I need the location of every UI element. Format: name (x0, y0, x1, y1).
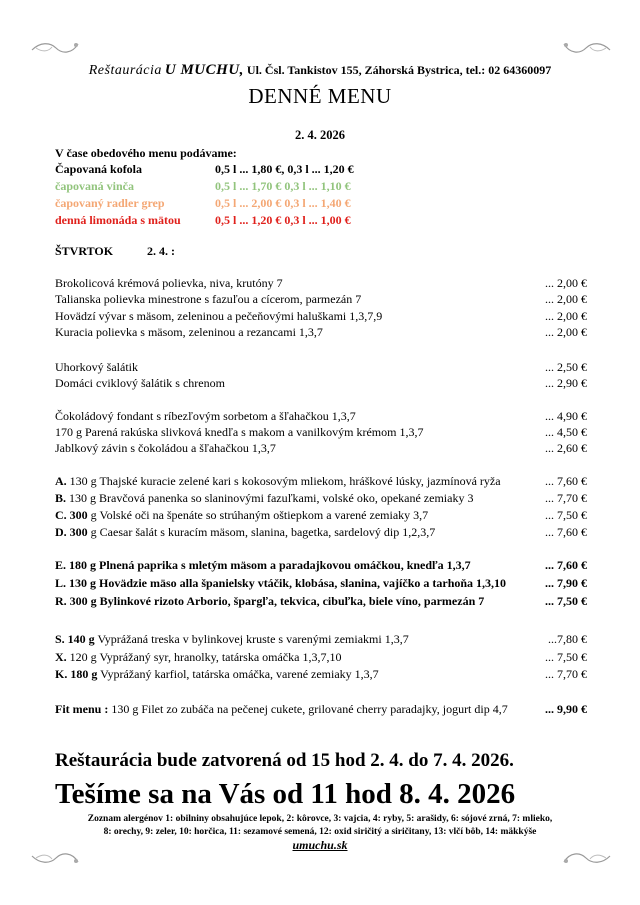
dish-text: Talianska polievka minestrone s fazuľou a cícerom, parmezán 7 (55, 292, 362, 306)
day-heading (55, 244, 175, 259)
menu-row-main (55, 558, 587, 574)
dish-price: ... 7,60 € (545, 474, 587, 488)
scroll-ornament-icon (30, 38, 80, 56)
menu-row-dessert (55, 409, 587, 425)
dish-price: ... 7,50 € (545, 508, 587, 522)
menu-row-soup (55, 325, 587, 341)
dish-price: ... 7,50 € (545, 594, 587, 608)
drink-price: 0,5 l ... 2,00 € 0,3 l ... 1,40 € (215, 196, 351, 210)
dish-label: A. (55, 474, 67, 488)
dish-text: E. 180 g Plnená paprika s mletým mäsom a paradajkovou omáčkou, knedľa 1,3,7 (55, 558, 471, 572)
dish-text: g Caesar šalát s kuracím mäsom, slanina, bagetka, sardelový dip 1,2,3,7 (87, 525, 436, 539)
dish-price: ... 4,50 € (545, 425, 587, 439)
dish-text: R. 300 g Bylinkové rizoto Arborio, špargľa, tekvica, cibuľka, biele víno, parmezán 7 (55, 594, 485, 608)
dish-text: Hovädzí vývar s mäsom, zeleninou a pečeňovými haluškami 1,3,7,9 (55, 309, 383, 323)
dish-text: 170 g Parená rakúska slivková knedľa s makom a vanilkovým krémom 1,3,7 (55, 425, 424, 439)
scroll-ornament-icon (562, 38, 612, 56)
drinks-intro: V čase obedového menu podávame: (55, 146, 237, 160)
dish-price: ... 7,60 € (545, 558, 587, 572)
dish-price: ... 2,60 € (545, 441, 587, 455)
menu-row-dessert (55, 425, 587, 441)
dish-text: Brokolicová krémová polievka, niva, krutóny 7 (55, 276, 283, 290)
dish-text: 130 g Bravčová panenka so slaninovými fazuľkami, volské oko, opekané zemiaky 3 (66, 491, 474, 505)
allergen-list (60, 813, 580, 838)
drink-name: Čapovaná kofola (55, 162, 143, 176)
dish-price: ... 7,90 € (545, 576, 587, 590)
dish-text: Domáci cviklový šalátik s chrenom (55, 376, 225, 390)
dish-text: g Volské oči na špenáte so strúhaným oštiepkom a varené zemiaky 3,7 (87, 508, 429, 522)
drink-name: čapovaná vinča (55, 179, 135, 193)
menu-row-salad (55, 376, 587, 392)
drink-price: 0,5 l ... 1,80 €, 0,3 l ... 1,20 € (215, 162, 354, 176)
dish-label: K. 180 g (55, 667, 98, 681)
menu-row-dessert (55, 441, 587, 457)
drink-name: denná limonáda s mätou (55, 213, 181, 227)
dish-label: X. (55, 650, 67, 664)
dish-text: Kuracia polievka s mäsom, zeleninou a rezancami 1,3,7 (55, 325, 323, 339)
restaurant-word: Reštaurácia (88, 63, 162, 78)
dish-price: ... 4,90 € (545, 409, 587, 423)
dish-price: ...7,80 € (548, 632, 587, 646)
menu-row-main (55, 525, 587, 541)
menu-row-main (55, 474, 587, 490)
dish-label: S. 140 g (55, 632, 95, 646)
dish-label: C. 300 (55, 508, 88, 522)
drink-price: 0,5 l ... 1,70 € 0,3 l ... 1,10 € (215, 179, 351, 193)
drink-name: čapovaný radler grep (55, 196, 165, 210)
menu-row-soup (55, 292, 587, 308)
dish-price: ... 7,60 € (545, 525, 587, 539)
allergen-line: 8: orechy, 9: zeler, 10: horčica, 11: sezamové semená, 12: oxid siričitý a siričitany, 13: vlčí bôb, 14: mäkkýše (103, 826, 537, 837)
dish-price: ... 2,00 € (545, 292, 587, 306)
dish-price: ... 2,50 € (545, 360, 587, 374)
menu-row-main (55, 650, 587, 666)
day-name: ŠTVRTOK (55, 244, 114, 258)
menu-row-main (55, 491, 587, 507)
allergen-line: Zoznam alergénov 1: obilniny obsahujúce lepok, 2: kôrovce, 3: vajcia, 4: ryby, 5: arašidy, 6: sójové zrná, 7: mlieko, (87, 814, 553, 824)
welcome-notice: Tešíme sa na Vás od 11 hod 8. 4. 2026 (55, 778, 516, 810)
dish-price: ... 2,00 € (545, 309, 587, 323)
dish-text: Uhorkový šalátik (55, 360, 138, 374)
restaurant-address: Ul. Čsl. Tankistov 155, Záhorská Bystrica, tel.: 02 64360097 (246, 63, 552, 77)
dish-text: Jablkový závin s čokoládou a šľahačkou 1,3,7 (55, 441, 276, 455)
dish-label: D. 300 (55, 525, 88, 539)
menu-row-main (55, 632, 587, 648)
dish-text: 120 g Vyprážaný syr, hranolky, tatárska omáčka 1,3,7,10 (66, 650, 342, 664)
dish-text: Vyprážaný karfiol, tatárska omáčka, varené zemiaky 1,3,7 (97, 667, 379, 681)
dish-price: ... 9,90 € (545, 702, 587, 716)
dish-price: ... 2,00 € (545, 276, 587, 290)
menu-row-soup (55, 276, 587, 292)
restaurant-brand: U MUCHU, (164, 62, 244, 78)
dish-text: L. 130 g Hovädzie mäso alla španielsky vtáčik, klobása, slanina, vajíčko a tarhoňa 1,3,10 (55, 576, 507, 590)
dish-price: ... 2,00 € (545, 325, 587, 339)
menu-row-soup (55, 309, 587, 325)
dish-price: ... 2,90 € (545, 376, 587, 390)
menu-row-main (55, 508, 587, 524)
dish-text: 130 g Filet zo zubáča na pečenej cukete, grilované cherry paradajky, jogurt dip 4,7 (108, 702, 508, 716)
dish-text: Čokoládový fondant s ríbezľovým sorbetom a šľahačkou 1,3,7 (55, 409, 356, 423)
dish-price: ... 7,70 € (545, 491, 587, 505)
dish-price: ... 7,50 € (545, 650, 587, 664)
closed-notice: Reštaurácia bude zatvorená od 15 hod 2. 4. do 7. 4. 2026. (55, 750, 514, 771)
menu-row-salad (55, 360, 587, 376)
dish-label: B. (55, 491, 67, 505)
menu-date: 2. 4. 2026 (295, 128, 345, 142)
fit-label: Fit menu : (55, 702, 109, 716)
dish-text: 130 g Thajské kuracie zelené kari s kokosovým mliekom, hráškové lúsky, jazmínová ryža (66, 474, 501, 488)
page-title: DENNÉ MENU (248, 84, 392, 108)
menu-row-main (55, 576, 587, 592)
day-date: 2. 4. : (147, 244, 176, 258)
dish-price: ... 7,70 € (545, 667, 587, 681)
menu-row-fit (55, 702, 587, 718)
drink-price: 0,5 l ... 1,20 € 0,3 l ... 1,00 € (215, 213, 351, 227)
menu-row-main (55, 594, 587, 610)
dish-text: Vyprážaná treska v bylinkovej kruste s varenými zemiakmi 1,3,7 (94, 632, 409, 646)
website-link[interactable]: umuchu.sk (292, 838, 348, 852)
restaurant-header (0, 62, 640, 79)
menu-row-main (55, 667, 587, 683)
